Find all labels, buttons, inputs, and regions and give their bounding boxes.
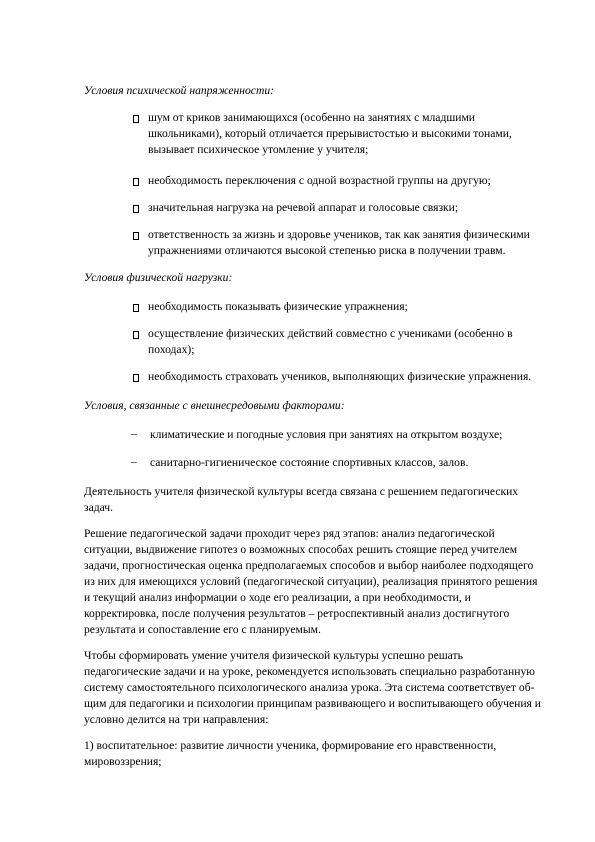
paragraph-line: 1) воспитательное: развитие личности ученика, формирование его нравственности,	[84, 739, 497, 752]
list-item-line: шум от криков занимающихся (особенно на занятиях с младшими	[148, 111, 476, 124]
list-item-line: осуществление физических действий совместно с учениками (особенно в	[148, 327, 513, 340]
list-item-line: вызывает психическое утомление у учителя;	[148, 143, 369, 156]
paragraph-line: и текущий анализ информации о ходе его реализации, а при необходимости, и	[84, 591, 471, 604]
paragraph-line: систему самостоятельного психологического анализа урока. Эта система соответствует об-	[84, 681, 535, 694]
section-heading-psychological: Условия психической напряженности:	[84, 84, 274, 97]
section-heading-environmental: Условия, связанные с внешнесредовыми факторами:	[84, 399, 345, 412]
bullet-box-icon	[133, 304, 139, 312]
paragraph-line: результата и сопоставление его с планируемым.	[84, 623, 321, 636]
section-heading-physical: Условия физической нагрузки:	[84, 271, 233, 284]
list-item-line: санитарно-гигиеническое состояние спортивных классов, залов.	[150, 456, 469, 469]
dash-bullet: –	[131, 455, 137, 468]
paragraph-line: из них для имеющихся условий (педагогической ситуации), реализация принятого решения	[84, 575, 538, 588]
bullet-box-icon	[133, 115, 139, 123]
list-item-line: климатические и погодные условия при занятиях на открытом воздухе;	[150, 428, 503, 441]
list-item-line: необходимость страховать учеников, выполняющих физические упражнения.	[148, 370, 532, 383]
list-item-line: необходимость переключения с одной возрастной группы на другую;	[148, 174, 491, 187]
list-item-line: ответственность за жизнь и здоровье учеников, так как занятия физическими	[148, 228, 530, 241]
bullet-box-icon	[133, 205, 139, 213]
list-item-line: походах);	[148, 343, 195, 356]
bullet-box-icon	[133, 178, 139, 186]
paragraph-line: корректировка, после получения результатов – ретроспективный анализ достигнутого	[84, 607, 510, 620]
paragraph-line: задач.	[84, 501, 114, 514]
bullet-box-icon	[133, 374, 139, 382]
paragraph-line: Решение педагогической задачи проходит через ряд этапов: анализ педагогической	[84, 527, 495, 540]
list-item-line: упражнениями отличаются высокой степенью риска в получении травм.	[148, 244, 506, 257]
bullet-box-icon	[133, 232, 139, 240]
paragraph-line: задачи, прогностическая оценка предполагаемых способов и выбор наиболее подходящего	[84, 559, 534, 572]
list-item-line: необходимость показывать физические упражнения;	[148, 300, 408, 313]
paragraph-line: педагогические задачи и на уроке, рекомендуется использовать специально разработанную	[84, 665, 535, 678]
list-item-line: значительная нагрузка на речевой аппарат и голосовые связки;	[148, 201, 459, 214]
paragraph-line: щим для педагогики и психологии принципам развивающего и воспитывающего обучения и	[84, 697, 541, 710]
dash-bullet: –	[131, 427, 137, 440]
paragraph-line: Деятельность учителя физической культуры всегда связана с решением педагогических	[84, 485, 519, 498]
bullet-box-icon	[133, 331, 139, 339]
paragraph-line: Чтобы сформировать умение учителя физической культуры успешно решать	[84, 649, 463, 662]
paragraph-line: условно делится на три направления:	[84, 713, 269, 726]
paragraph-line: мировоззрения;	[84, 755, 162, 768]
list-item-line: школьниками), который отличается прерывистостью и высокими тонами,	[148, 127, 512, 140]
paragraph-line: ситуации, выдвижение гипотез о возможных способах решить стоящие перед учителем	[84, 543, 518, 556]
